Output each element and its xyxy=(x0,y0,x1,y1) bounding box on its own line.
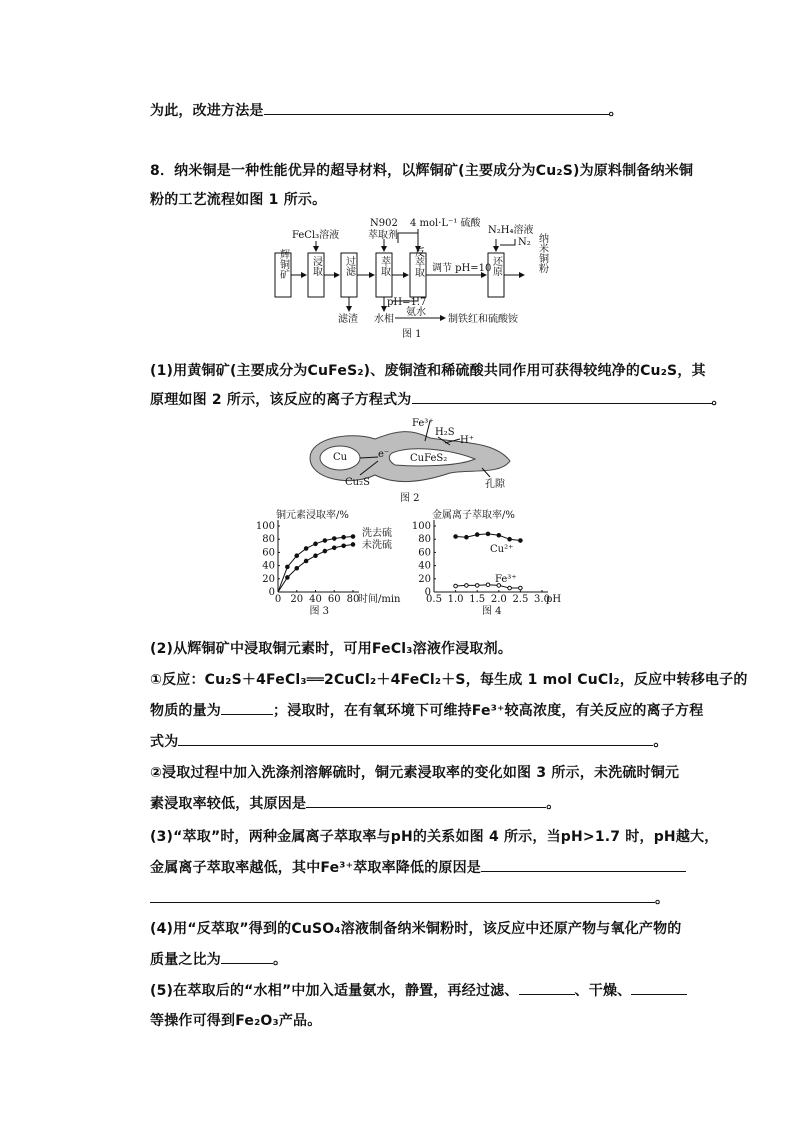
line-1 xyxy=(150,100,623,120)
x-tick-label: 0.5 xyxy=(426,594,442,605)
q2-1-line-3 xyxy=(150,731,668,751)
text: 金属离子萃取率越低，其中Fe³⁺萃取率降低的原因是 xyxy=(150,860,482,876)
figure-3-chart xyxy=(255,508,423,623)
x-axis-title: pH xyxy=(546,594,562,605)
data-point xyxy=(342,544,346,548)
product-label: 纳米铜粉 xyxy=(536,233,548,273)
q2-line: (2)从辉铜矿中浸取铜元素时，可用FeCl₃溶液作浸取剂。 xyxy=(150,641,513,657)
figure-caption: 图 2 xyxy=(400,493,420,504)
sulfuric-acid-label: 4 mol·L⁻¹ 硫酸 xyxy=(410,218,481,229)
data-point xyxy=(351,543,355,547)
data-point xyxy=(323,539,327,543)
q1-line-1: (1)用黄铜矿(主要成分为CuFeS₂)、废铜渣和稀硫酸共同作用可获得较纯净的Cu₂S，其 xyxy=(150,363,706,379)
box-label: 反萃取 xyxy=(412,247,424,277)
x-tick-label: 1.0 xyxy=(447,594,464,605)
data-point xyxy=(454,584,458,588)
answer-blank[interactable] xyxy=(481,859,686,872)
series-label: 洗去硫 xyxy=(362,528,392,539)
product-label: 制铁红和硫酸铵 xyxy=(448,314,518,325)
answer-blank[interactable] xyxy=(221,702,273,715)
y-tick-label: 100 xyxy=(411,521,431,532)
text: 。 xyxy=(273,952,288,968)
text: 。 xyxy=(711,392,726,408)
data-point xyxy=(475,584,479,588)
figure-2-diagram xyxy=(300,413,520,505)
h2s-label: H₂S xyxy=(435,427,455,438)
data-point xyxy=(295,554,299,558)
text: 。 xyxy=(546,796,561,812)
series-label: Cu²⁺ xyxy=(490,544,514,555)
text: 质量之比为 xyxy=(150,952,221,968)
x-tick-label: 1.5 xyxy=(469,594,486,605)
y-axis-title: 铜元素浸取率/% xyxy=(276,510,349,521)
x-tick-label: 2.0 xyxy=(490,594,507,605)
q1-line-2 xyxy=(150,389,726,409)
figure-1-flowchart xyxy=(270,215,570,345)
q2-2-line-2 xyxy=(150,793,560,813)
answer-blank[interactable] xyxy=(519,982,575,995)
answer-blank[interactable] xyxy=(221,951,273,964)
answer-blank[interactable] xyxy=(264,102,609,115)
data-point xyxy=(304,559,308,563)
answer-blank[interactable] xyxy=(306,795,546,808)
figure-caption: 图 4 xyxy=(482,606,502,617)
x-tick-label: 40 xyxy=(309,594,322,605)
ph-label: pH=1.7 xyxy=(387,297,427,308)
data-point xyxy=(332,546,336,550)
q4-line-1: (4)用“反萃取”得到的CuSO₄溶液制备纳米铜粉时，该反应中还原产物与氧化产物的 xyxy=(150,921,682,937)
y-tick-label: 80 xyxy=(418,534,431,546)
data-point xyxy=(486,583,490,587)
data-point xyxy=(286,565,290,569)
text: 。 xyxy=(608,103,623,119)
ammonia-label: 氨水 xyxy=(406,307,426,318)
box-label: 浸取 xyxy=(310,256,322,276)
data-point xyxy=(323,549,327,553)
fe3-label: Fe³⁺ xyxy=(412,418,434,429)
answer-blank[interactable] xyxy=(412,391,712,404)
fecl3-label: FeCl₃溶液 xyxy=(292,230,340,241)
q2-1-line-1: ①反应：Cu₂S＋4FeCl₃══2CuCl₂＋4FeCl₂＋S，每生成 1 mol CuCl₂，反应中转移电子的 xyxy=(150,672,748,688)
y-tick-label: 60 xyxy=(418,547,431,559)
series-label: 未洗硫 xyxy=(362,540,392,551)
data-point xyxy=(508,537,512,541)
data-point xyxy=(508,586,512,590)
question-8-line-1: 8．纳米铜是一种性能优异的超导材料，以辉铜矿(主要成分为Cu₂S)为原料制备纳米铜 xyxy=(150,163,694,179)
x-tick-label: 3.0 xyxy=(534,594,550,605)
text: 原理如图 2 所示，该反应的离子方程式为 xyxy=(150,392,412,408)
text: ；浸取时，在有氧环境下可维持Fe³⁺较高浓度，有关反应的离子方程 xyxy=(273,703,704,719)
adjust-ph-label: 调节 pH=10 xyxy=(432,263,492,274)
box-label: 萃取 xyxy=(378,256,390,276)
q2-2-line-1: ②浸取过程中加入洗涤剂溶解硫时，铜元素浸取率的变化如图 3 所示，未洗硫时铜元 xyxy=(150,765,680,781)
q2-1-line-2 xyxy=(150,700,703,720)
data-point xyxy=(486,532,490,536)
text: 、干燥、 xyxy=(574,983,632,999)
q3-line-3 xyxy=(150,888,669,908)
question-8-line-2: 粉的工艺流程如图 1 所示。 xyxy=(150,192,327,208)
data-point xyxy=(519,586,523,590)
data-point xyxy=(351,535,355,539)
q3-line-1: (3)“萃取”时，两种金属离子萃取率与pH的关系如图 4 所示，当pH>1.7 时，pH越大， xyxy=(150,829,719,845)
x-tick-label: 20 xyxy=(290,594,304,605)
text: 。 xyxy=(655,891,670,907)
figure-caption: 图 3 xyxy=(309,606,330,617)
data-point xyxy=(497,533,501,537)
aqueous-label: 水相 xyxy=(374,314,394,325)
y-tick-label: 20 xyxy=(418,573,431,585)
answer-blank[interactable] xyxy=(178,733,653,746)
cufes2-label: CuFeS₂ xyxy=(410,453,448,464)
extractant-label: 萃取剂 xyxy=(368,230,398,241)
data-point xyxy=(295,566,299,570)
box-label: 还原 xyxy=(490,256,502,276)
cu2s-label: Cu₂S xyxy=(345,477,370,488)
pore-label: 孔隙 xyxy=(485,479,505,490)
y-tick-label: 100 xyxy=(255,521,275,532)
answer-blank[interactable] xyxy=(631,982,687,995)
text: 物质的量为 xyxy=(150,703,221,719)
n2h4-label: N₂H₄溶液 xyxy=(488,225,534,236)
electron-label: e⁻ xyxy=(378,449,390,460)
data-point xyxy=(465,535,469,539)
x-axis-title: 时间/min xyxy=(358,594,401,605)
x-tick-label: 80 xyxy=(346,594,360,605)
data-point xyxy=(465,584,469,588)
x-tick-label: 2.5 xyxy=(512,594,529,605)
data-point xyxy=(475,533,479,537)
answer-blank[interactable] xyxy=(150,890,655,903)
x-tick-label: 0 xyxy=(274,594,282,605)
figure-caption: 图 1 xyxy=(402,329,422,340)
data-point xyxy=(286,576,290,580)
figure-4-chart xyxy=(411,508,570,623)
q5-line-1 xyxy=(150,980,687,1000)
n2-label: N₂ xyxy=(518,237,531,248)
data-point xyxy=(304,547,308,551)
y-tick-label: 60 xyxy=(262,547,275,559)
text: 式为 xyxy=(150,734,179,750)
y-axis-title: 金属离子萃取率/% xyxy=(432,510,515,521)
text: (5)在萃取后的“水相”中加入适量氨水，静置，再经过滤、 xyxy=(150,983,519,999)
box-label: 辉铜矿 xyxy=(277,249,289,279)
n902-label: N902 xyxy=(370,218,398,229)
residue-label: 滤渣 xyxy=(338,314,358,325)
q3-line-2 xyxy=(150,857,686,877)
x-tick-label: 60 xyxy=(327,594,341,605)
y-tick-label: 20 xyxy=(262,573,275,585)
y-tick-label: 0 xyxy=(268,587,275,598)
series-label: Fe³⁺ xyxy=(495,574,517,585)
cu-label: Cu xyxy=(333,452,348,463)
data-point xyxy=(314,554,318,558)
data-point xyxy=(342,535,346,539)
y-tick-label: 40 xyxy=(418,560,431,572)
q5-line-2: 等操作可得到Fe₂O₃产品。 xyxy=(150,1013,322,1029)
data-point xyxy=(314,542,318,546)
data-point xyxy=(332,537,336,541)
data-point xyxy=(519,539,523,543)
box-label: 过滤 xyxy=(343,256,355,276)
y-tick-label: 40 xyxy=(262,560,275,572)
text: 。 xyxy=(653,734,668,750)
q4-line-2 xyxy=(150,949,287,969)
data-point xyxy=(454,535,458,539)
y-tick-label: 0 xyxy=(424,587,431,598)
text: 素浸取率较低，其原因是 xyxy=(150,796,307,812)
text: 为此，改进方法是 xyxy=(150,103,264,119)
y-tick-label: 80 xyxy=(262,534,275,546)
hplus-label: H⁺ xyxy=(460,435,474,446)
